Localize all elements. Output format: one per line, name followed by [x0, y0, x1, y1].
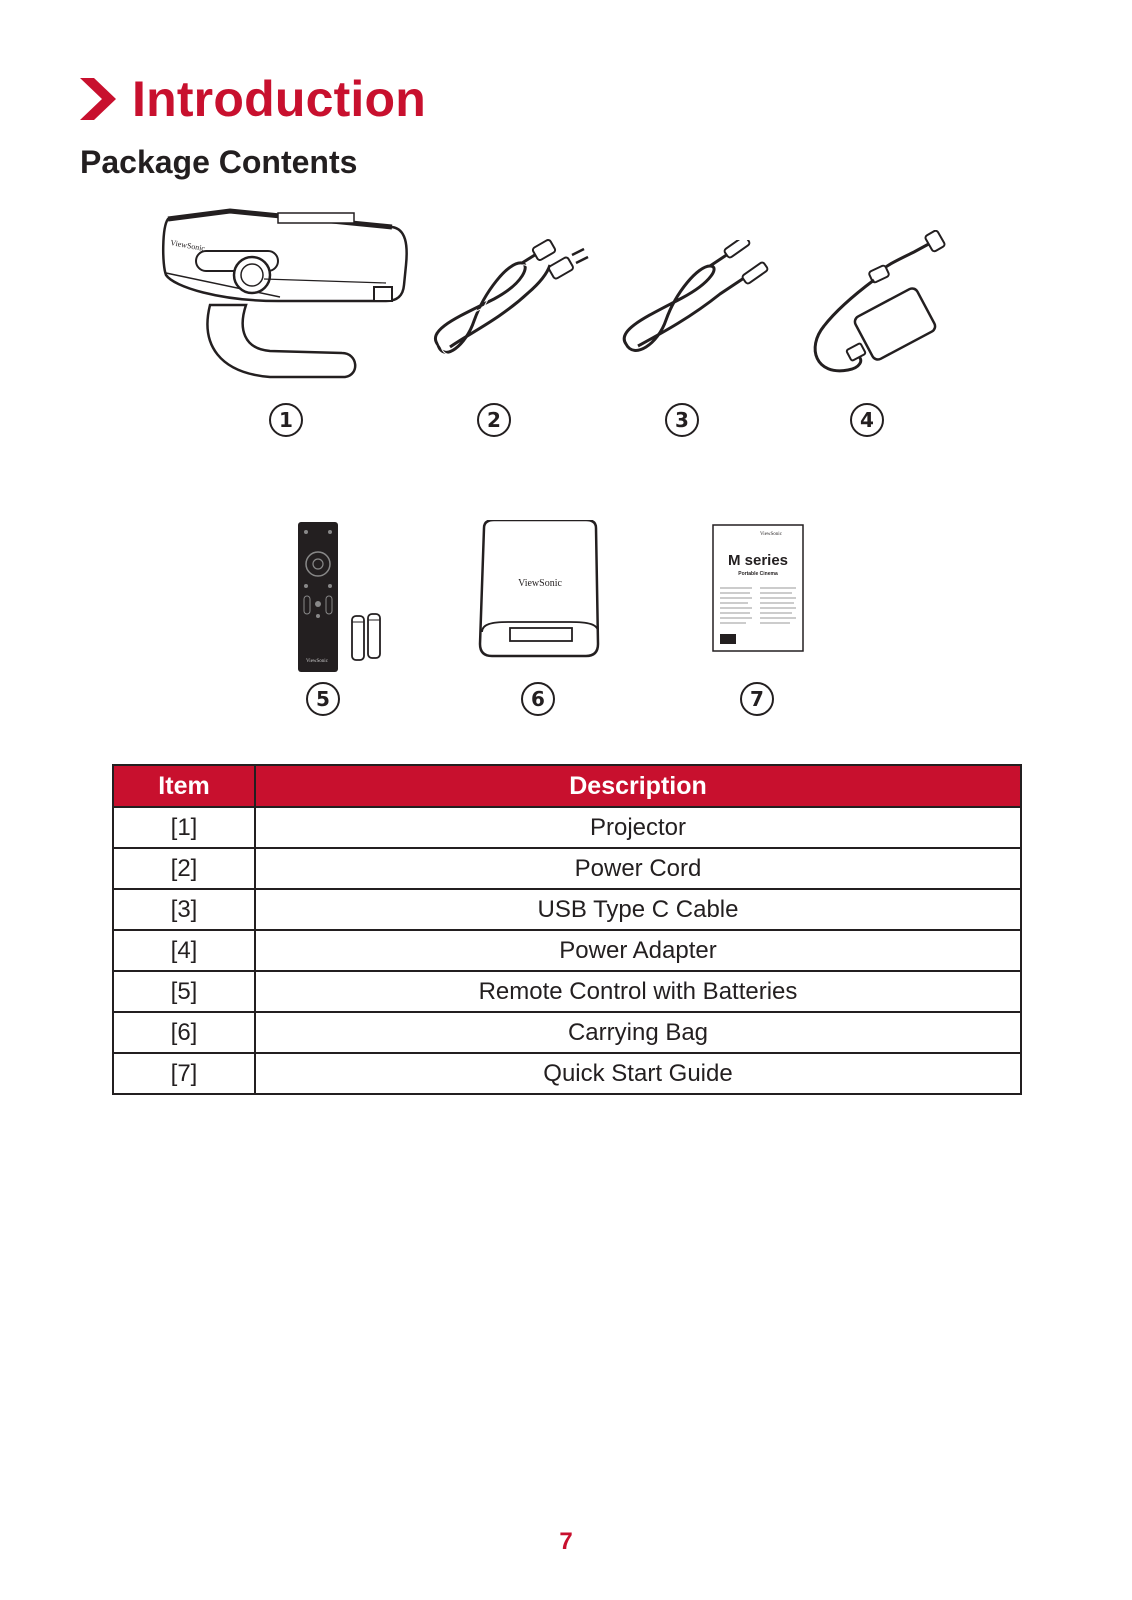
- item-description: USB Type C Cable: [255, 889, 1021, 930]
- item-description: Power Adapter: [255, 930, 1021, 971]
- bag-brand-text: ViewSonic: [518, 578, 562, 589]
- table-header-row: [113, 765, 1021, 807]
- item-number: [5]: [113, 971, 255, 1012]
- figure-number-5: 5: [306, 682, 340, 716]
- carrying-bag-icon: [478, 520, 602, 660]
- projector-brand-text: ViewSonic: [169, 238, 206, 254]
- table-row: [113, 889, 1021, 930]
- figure-number-7: 7: [740, 682, 774, 716]
- item-description: Projector: [255, 807, 1021, 848]
- projector-icon: [160, 205, 412, 385]
- chevron-right-icon: [78, 76, 118, 122]
- package-contents-table: [112, 764, 1022, 1095]
- table-row: [113, 971, 1021, 1012]
- table-row: [113, 1012, 1021, 1053]
- item-number: [1]: [113, 807, 255, 848]
- table-row: [113, 807, 1021, 848]
- item-number: [7]: [113, 1053, 255, 1094]
- quick-start-guide-icon: [712, 524, 806, 654]
- item-description: Remote Control with Batteries: [255, 971, 1021, 1012]
- figure-number-1: 1: [269, 403, 303, 437]
- guide-brand-text: ViewSonic: [760, 532, 782, 537]
- figure-number-6: 6: [521, 682, 555, 716]
- column-header-item: Item: [113, 765, 255, 807]
- power-adapter-icon: [808, 230, 953, 380]
- table-row: [113, 848, 1021, 889]
- column-header-description: Description: [255, 765, 1021, 807]
- guide-title: M series: [727, 552, 789, 569]
- power-cord-icon: [430, 235, 590, 365]
- item-number: [4]: [113, 930, 255, 971]
- item-description: Carrying Bag: [255, 1012, 1021, 1053]
- item-description: Quick Start Guide: [255, 1053, 1021, 1094]
- remote-brand-text: ViewSonic: [306, 659, 328, 664]
- table-row: [113, 930, 1021, 971]
- figure-number-2: 2: [477, 403, 511, 437]
- item-number: [3]: [113, 889, 255, 930]
- figure-number-4: 4: [850, 403, 884, 437]
- page-title: Introduction: [132, 71, 427, 127]
- table-row: [113, 1053, 1021, 1094]
- page-number: 7: [559, 1528, 573, 1555]
- section-subtitle: Package Contents: [80, 144, 358, 180]
- usb-cable-icon: [620, 240, 770, 360]
- section-header: [78, 71, 427, 127]
- item-number: [6]: [113, 1012, 255, 1053]
- remote-control-icon: [296, 520, 386, 675]
- item-number: [2]: [113, 848, 255, 889]
- item-description: Power Cord: [255, 848, 1021, 889]
- guide-subtitle: Portable Cinema: [738, 571, 778, 577]
- figure-number-3: 3: [665, 403, 699, 437]
